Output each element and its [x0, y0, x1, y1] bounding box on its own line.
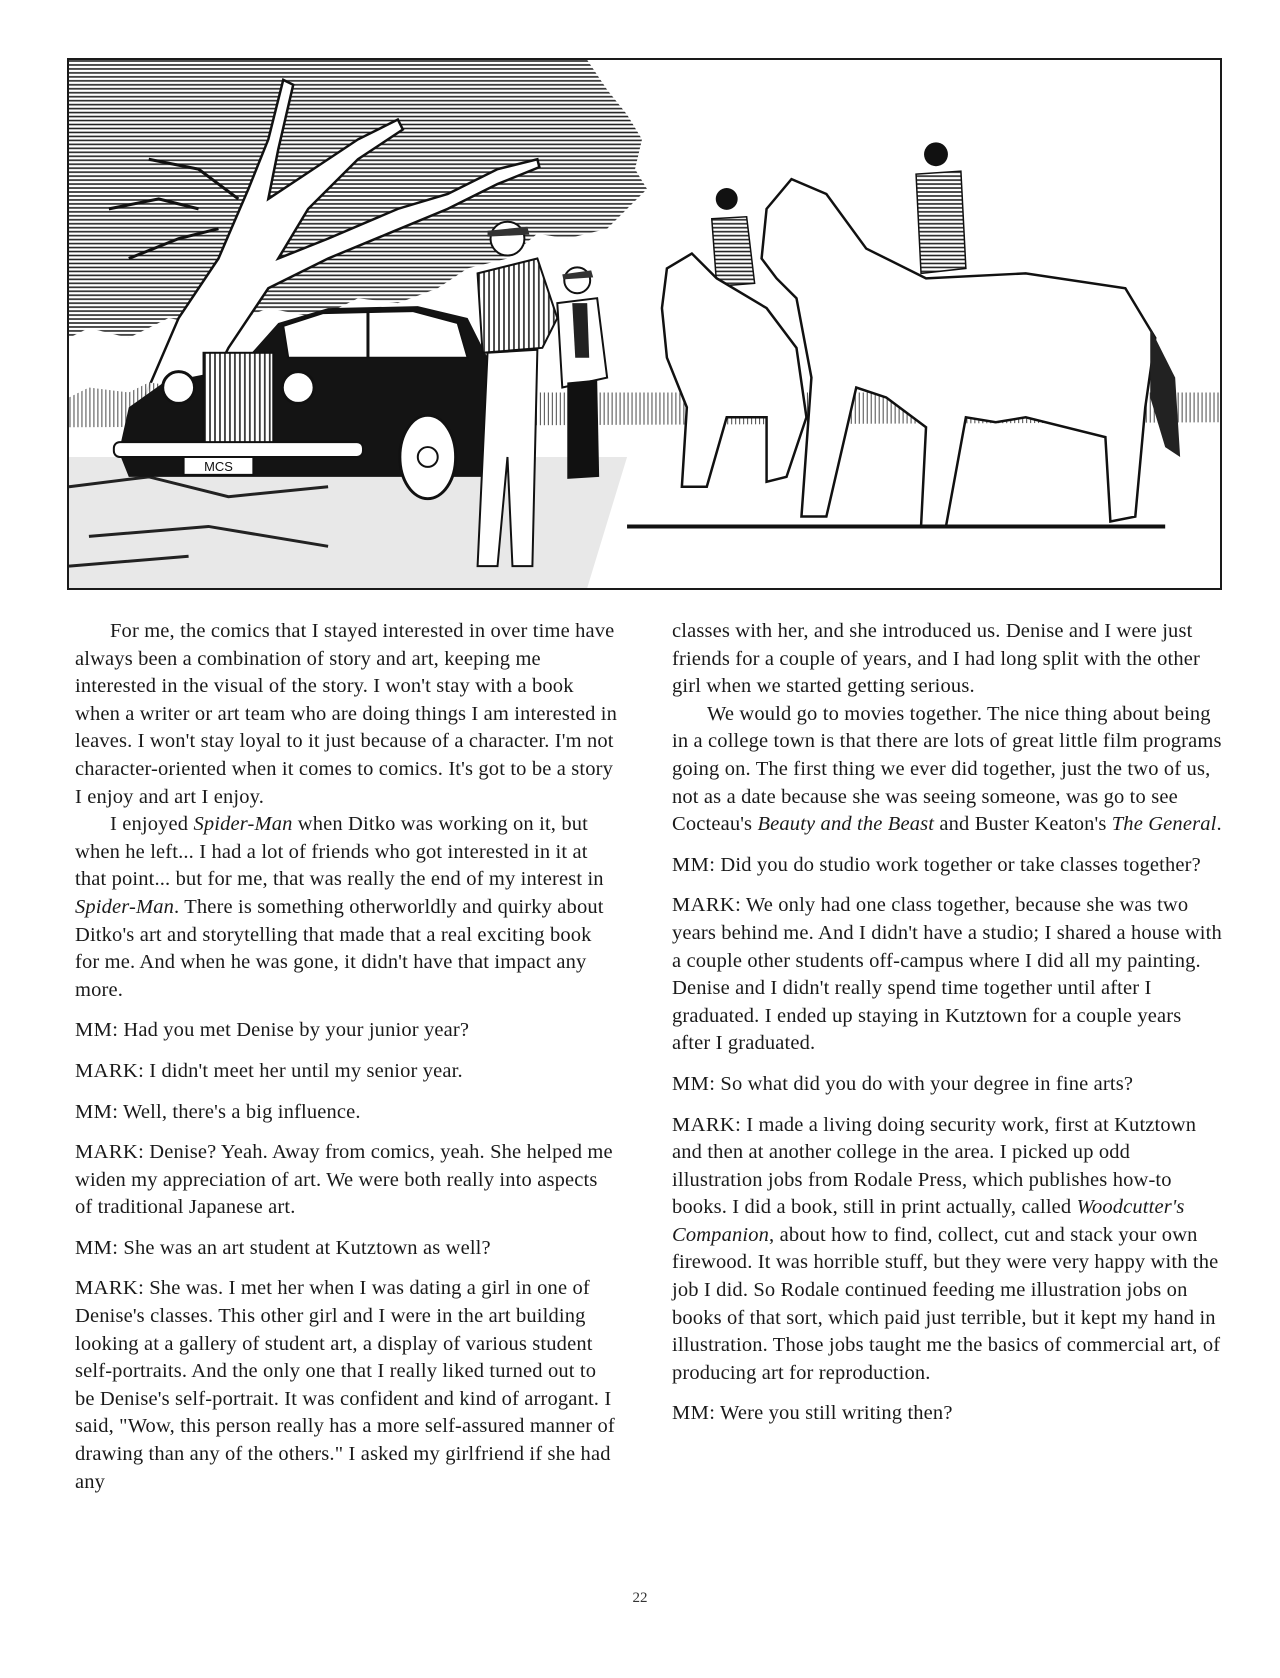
text-column-right	[672, 618, 1224, 1428]
man-in-jacket	[557, 267, 607, 478]
interview-exchange: MM: Well, there's a big influence.	[75, 1100, 361, 1123]
text-run: She was an art student at Kutztown as well?	[123, 1236, 491, 1259]
text-run: Denise? Yeah. Away from comics, yeah. She helped me widen my appreciation of art. We were both really into aspects of traditional Japanese art.	[75, 1141, 613, 1219]
text-run: classes with her, and she introduced us. Denise and I were just friends for a couple of years, and I had long split with the other girl when we started getting serious.	[672, 620, 1200, 698]
speaker-label: MM	[672, 1072, 710, 1095]
text-run: Well, there's a big influence.	[123, 1100, 361, 1123]
speaker-label: MM	[672, 853, 710, 876]
text-run: So what did you do with your degree in fine arts?	[720, 1072, 1134, 1095]
speaker-label: MM	[75, 1236, 113, 1259]
interview-exchange: MARK: She was. I met her when I was dating a girl in one of Denise's classes. This other girl and I were in the art building looking at a gallery of student art, a display of various student self-portraits. And the only one that I really liked turned out to be Denise's self-portrait. It was confident and kind of arrogant. I said, "Wow, this person really has a more self-assured manner of drawing than any of the others." I asked my girlfriend if she had any	[75, 1277, 615, 1493]
speaker-label: MM	[75, 1100, 113, 1123]
text-run: when Ditko was working on it, but when he left... I had a lot of friends who got interested in it at that point... but for me, that was really the end of my interest in	[75, 813, 604, 891]
body-paragraph	[672, 701, 1224, 839]
text-run: and Buster Keaton's	[934, 813, 1112, 836]
speaker-label: MM	[672, 1402, 710, 1425]
interview-exchange: MM: She was an art student at Kutztown as well?	[75, 1236, 491, 1259]
text-run: Did you do studio work together or take classes together?	[720, 853, 1201, 876]
text-run: Were you still writing then?	[720, 1402, 953, 1425]
speaker-label: MARK	[75, 1141, 139, 1164]
interview-exchange: MARK: I made a living doing security work, first at Kutztown and then at another college in the area. I picked up odd illustration jobs from Rodale Press, which publishes how-to books. I did a book, still in print actually, called Woodcutter's Companion, about how to find, collect, cut and stack your own firewood. It was horrible stuff, but they were very happy with the job I did. So Rodale continued feeding me illustration jobs on books of that sort, which paid just terrible, but it kept my hand in illustration. Those jobs taught me the basics of commercial art, of producing art for reproduction.	[672, 1113, 1221, 1384]
interview-exchange: MM: Were you still writing then?	[672, 1402, 953, 1425]
interview-exchange: MM: Did you do studio work together or take classes together?	[672, 853, 1201, 876]
license-plate: MCS	[204, 458, 233, 474]
text-run: We only had one class together, because she was two years behind me. And I didn't have a studio; I shared a house with a couple other students off-campus where I did all my painting. Denise and I didn't really spend time together until after I graduated. I ended up staying in Kutztown for a couple years after I graduated.	[672, 894, 1222, 1055]
speaker-label: MM	[75, 1019, 113, 1042]
body-paragraph	[75, 811, 620, 1004]
text-run: We would go to movies together. The nice thing about being in a college town is that there are lots of great little film programs going on. The first thing we ever did together, just the two of us, not as a date because she was seeing someone, was go to see Cocteau's	[672, 702, 1222, 836]
text-run: .	[1216, 813, 1222, 836]
text-run: , about how to find, collect, cut and stack your own firewood. It was horrible stuff, but they were very happy with the job I did. So Rodale continued feeding me illustration jobs on books of that sort, which paid just terrible, but it kept my hand in illustration. Those jobs taught me the basics of commercial art, of producing art for reproduction.	[672, 1223, 1221, 1384]
text-run: I made a living doing security work, first at Kutztown and then at another college in the area. I picked up odd illustration jobs from Rodale Press, which publishes how-to books. I did a book, still in print actually, called	[672, 1113, 1197, 1219]
text-run: I didn't meet her until my senior year.	[149, 1059, 463, 1082]
interview-exchange: MARK: Denise? Yeah. Away from comics, yeah. She helped me widen my appreciation of art. We were both really into aspects of traditional Japanese art.	[75, 1141, 613, 1219]
illustration-drawing	[69, 60, 1220, 588]
speaker-label: MARK	[75, 1059, 139, 1082]
speaker-label: MARK	[75, 1277, 139, 1300]
interview-exchange: MARK: We only had one class together, because she was two years behind me. And I didn't have a studio; I shared a house with a couple other students off-campus where I did all my painting. Denise and I didn't really spend time together until after I graduated. I ended up staying in Kutztown for a couple years after I graduated.	[672, 894, 1222, 1055]
speaker-label: MARK	[672, 894, 736, 917]
text-run: For me, the comics that I stayed interested in over time have always been a combination of story and art, keeping me interested in the visual of the story. I won't stay with a book when a writer or art team who are doing things I am interested in leaves. I won't stay loyal to it just because of a character. I'm not character-oriented when it comes to comics. It's got to be a story I enjoy and art I enjoy.	[75, 620, 618, 808]
text-run: She was. I met her when I was dating a girl in one of Denise's classes. This other girl and I were in the art building looking at a gallery of student art, a display of various student self-portraits. And the only one that I really liked turned out to be Denise's self-portrait. It was confident and kind of arrogant. I said, "Wow, this person really has a more self-assured manner of drawing than any of the others." I asked my girlfriend if she had any	[75, 1277, 615, 1493]
body-paragraph	[75, 618, 620, 811]
interview-exchange: MM: Had you met Denise by your junior year?	[75, 1019, 470, 1042]
text-column-left	[75, 618, 620, 1496]
text-run: I enjoyed	[110, 813, 194, 836]
italic-title: Spider-Man	[75, 895, 175, 918]
body-paragraph	[672, 618, 1224, 701]
text-run: . There is something otherworldly and quirky about Ditko's art and storytelling that made that a real exciting book for me. And when he was gone, it didn't have that impact any more.	[75, 895, 604, 1001]
text-run: Had you met Denise by your junior year?	[123, 1019, 470, 1042]
speaker-label: MARK	[672, 1113, 736, 1136]
illustration-panel	[67, 58, 1222, 590]
italic-title: Spider-Man	[193, 813, 293, 836]
page-number: 22	[632, 1590, 648, 1606]
interview-exchange: MARK: I didn't meet her until my senior year.	[75, 1059, 463, 1082]
italic-title: The General	[1111, 813, 1217, 836]
italic-title: Woodcutter's Companion	[672, 1196, 1185, 1246]
interview-exchange: MM: So what did you do with your degree in fine arts?	[672, 1072, 1134, 1095]
horse-right-with-rider	[762, 142, 1181, 526]
italic-title: Beauty and the Beast	[757, 813, 935, 836]
